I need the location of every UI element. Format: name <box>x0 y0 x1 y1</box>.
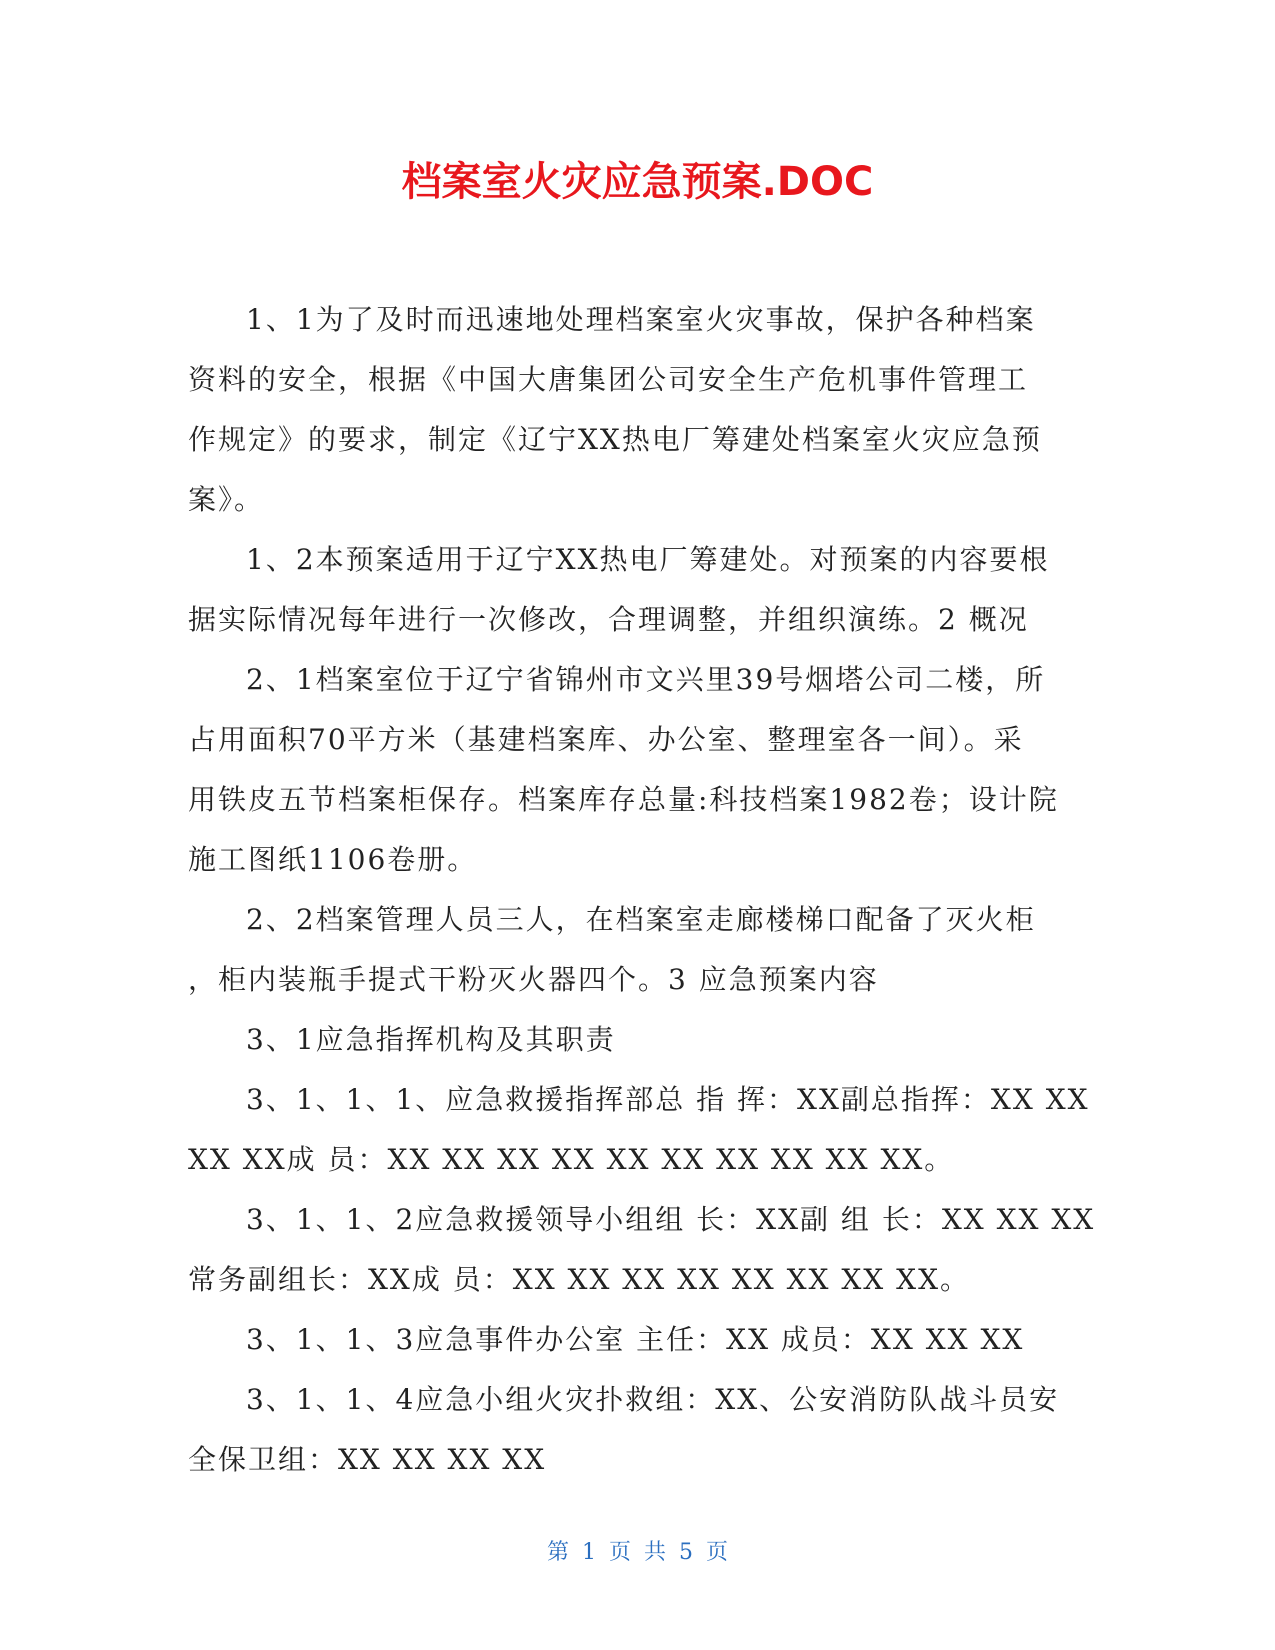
paragraph-line: 资料的安全，根据《中国大唐集团公司安全生产危机事件管理工 <box>188 363 1029 396</box>
paragraph-line: 全保卫组：XX XX XX XX <box>188 1443 547 1476</box>
paragraph-line: 据实际情况每年进行一次修改，合理调整，并组织演练。2 概况 <box>188 603 1029 636</box>
document-body <box>188 290 1096 1490</box>
paragraph-line: 1、2本预案适用于辽宁XX热电厂筹建处。对预案的内容要根 <box>246 543 1050 576</box>
paragraph-line: 3、1、1、3应急事件办公室 主任：XX 成员：XX XX XX <box>246 1323 1025 1356</box>
paragraph-line: 1、1为了及时而迅速地处理档案室火灾事故，保护各种档案 <box>246 303 1036 336</box>
paragraph-line: 2、1档案室位于辽宁省锦州市文兴里39号烟塔公司二楼，所 <box>246 663 1046 696</box>
paragraph-line: 作规定》的要求，制定《辽宁XX热电厂筹建处档案室火灾应急预 <box>188 423 1042 456</box>
document-title: 档案室火灾应急预案.DOC <box>401 159 874 205</box>
paragraph-line: 3、1、1、2应急救援领导小组组 长：XX副 组 长：XX XX XX <box>246 1203 1096 1236</box>
paragraph-line: 占用面积70平方米（基建档案库、办公室、整理室各一间）。采 <box>188 723 1024 756</box>
paragraph-line: 3、1、1、4应急小组火灾扑救组：XX、公安消防队战斗员安 <box>246 1383 1060 1416</box>
paragraph-line: 施工图纸1106卷册。 <box>188 843 478 876</box>
paragraph-line: 常务副组长：XX成 员：XX XX XX XX XX XX XX XX。 <box>188 1263 971 1296</box>
page-number-footer: 第 1 页 共 5 页 <box>547 1540 728 1565</box>
paragraph-line: 用铁皮五节档案柜保存。档案库存总量:科技档案1982卷；设计院 <box>188 783 1059 816</box>
paragraph-line: ，柜内装瓶手提式干粉灭火器四个。3 应急预案内容 <box>188 963 879 996</box>
paragraph-line: 案》。 <box>188 483 265 516</box>
paragraph-line: 2、2档案管理人员三人，在档案室走廊楼梯口配备了灭火柜 <box>246 903 1036 936</box>
paragraph-line: 3、1、1、1、应急救援指挥部总 指 挥：XX副总指挥：XX XX <box>246 1083 1090 1116</box>
paragraph-line: XX XX成 员：XX XX XX XX XX XX XX XX XX XX。 <box>188 1143 955 1176</box>
paragraph-line: 3、1应急指挥机构及其职责 <box>246 1023 616 1056</box>
